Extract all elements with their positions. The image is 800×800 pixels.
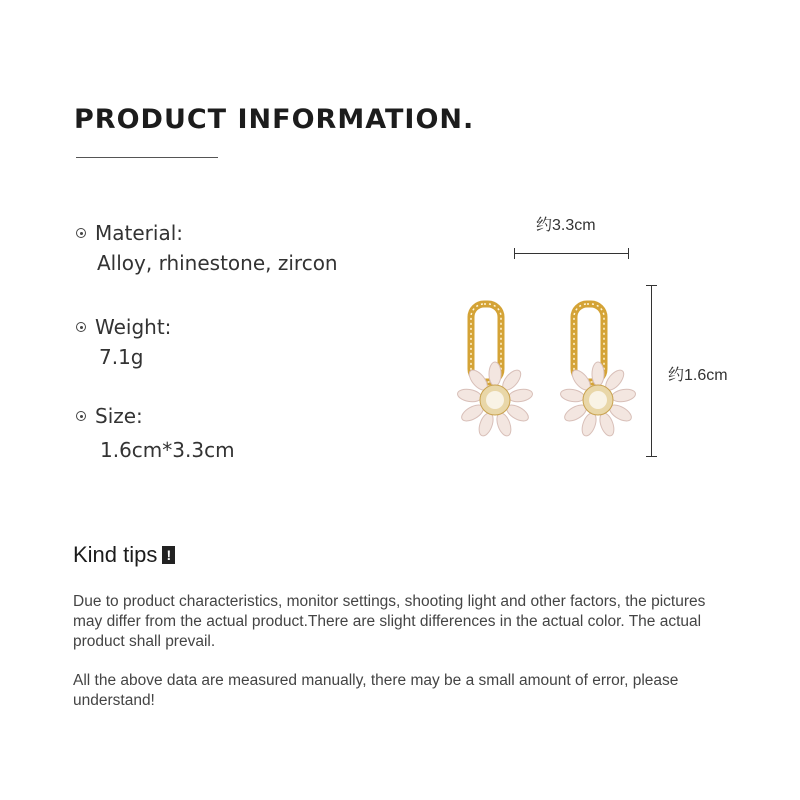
kind-tips-label: Kind tips	[73, 542, 158, 567]
spec-weight	[76, 315, 171, 369]
tip-paragraph-2: All the above data are measured manually, there may be a small amount of error, please understand!	[73, 672, 679, 709]
page-title: PRODUCT INFORMATION.	[74, 104, 475, 135]
spec-value: 1.6cm*3.3cm	[100, 438, 235, 462]
spec-value: Alloy, rhinestone, zircon	[97, 251, 338, 275]
width-dimension-line	[514, 253, 629, 254]
kind-tips-heading	[73, 542, 175, 568]
spec-label: Size:	[95, 404, 143, 428]
height-dimension-label: 约1.6cm	[668, 367, 728, 384]
tip-paragraph-1: Due to product characteristics, monitor settings, shooting light and other factors, the pictures may differ from the actual product.There are slight differences in the actual color. The actual product shall prevail.	[73, 593, 706, 650]
spec-label: Weight:	[95, 315, 172, 339]
spec-value: 7.1g	[99, 345, 144, 369]
exclamation-icon: !	[162, 546, 175, 564]
spec-material	[76, 221, 338, 275]
bullet-icon	[76, 228, 86, 238]
bullet-icon	[76, 411, 86, 421]
height-dimension-line	[651, 285, 652, 457]
earring-left-image	[455, 300, 535, 445]
width-dimension-label: 约3.3cm	[536, 217, 596, 234]
spec-label: Material:	[95, 221, 183, 245]
bullet-icon	[76, 322, 86, 332]
title-underline	[76, 157, 218, 158]
earring-right-image	[558, 300, 638, 445]
spec-size	[76, 404, 235, 462]
